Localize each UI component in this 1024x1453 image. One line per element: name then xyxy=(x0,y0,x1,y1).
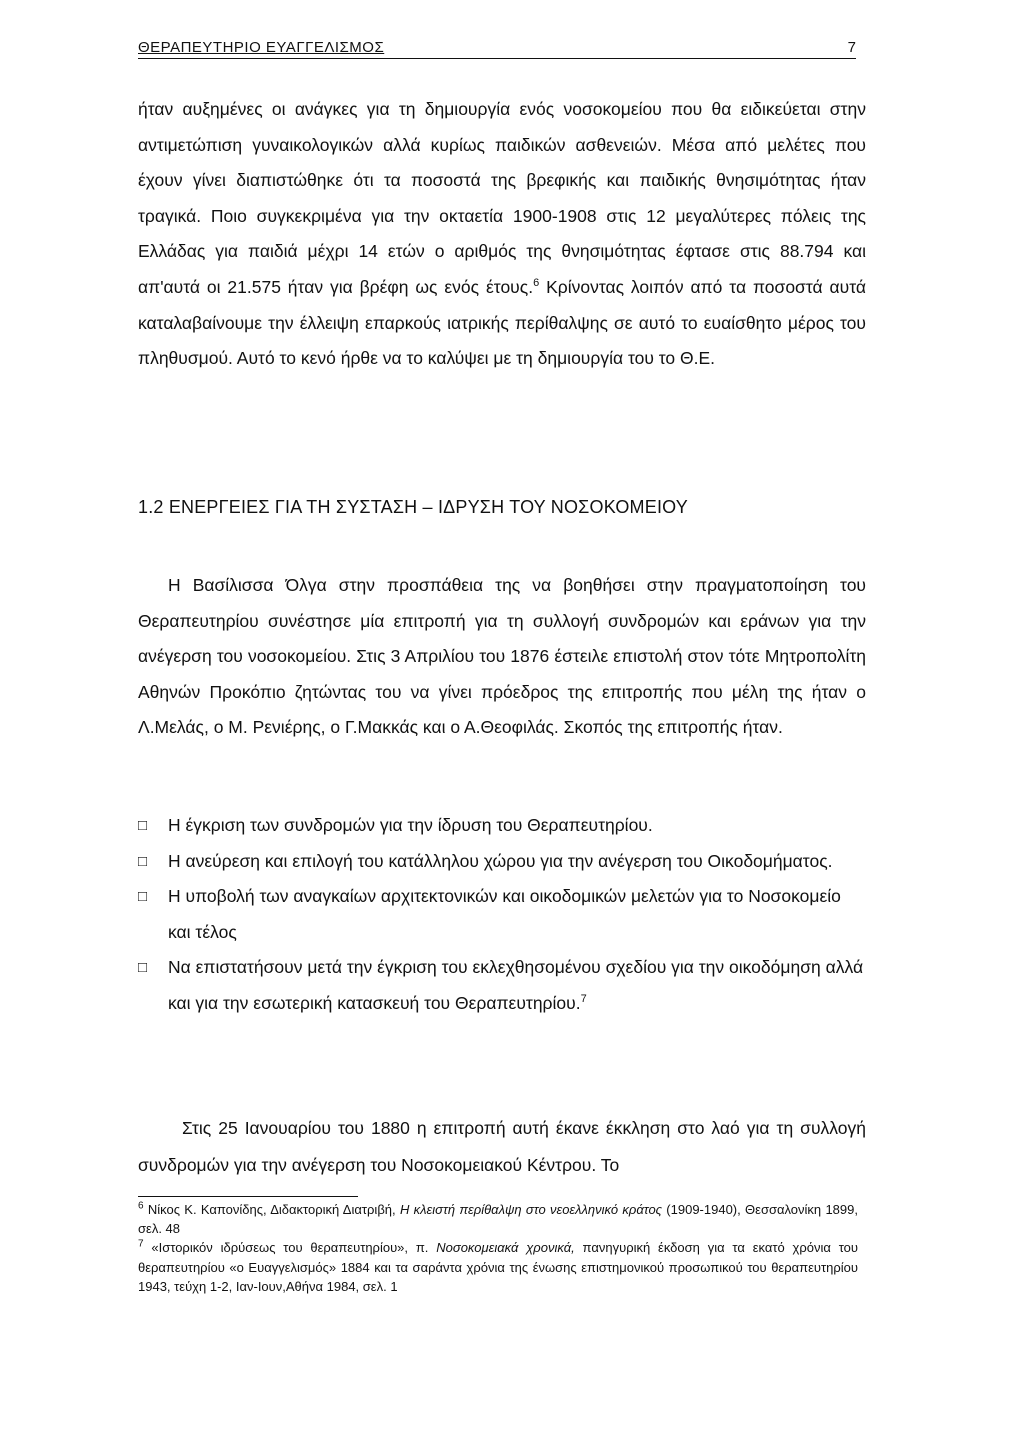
list-item-text: Η υποβολή των αναγκαίων αρχιτεκτονικών και οικοδομικών μελετών για το Νοσοκομείο και τέλος xyxy=(168,886,841,942)
page-number: 7 xyxy=(847,39,856,56)
list-item-text-content: Να επιστατήσουν μετά την έγκριση του εκλεχθησομένου σχεδίου για την οικοδόμηση αλλά και για την εσωτερική κατασκευή του Θεραπευτηρίου. xyxy=(168,957,864,1013)
list-item xyxy=(138,950,866,1021)
page-header xyxy=(138,36,856,59)
footnote-ref-6[interactable]: 6 xyxy=(533,277,540,290)
list-item xyxy=(138,808,866,844)
list-item xyxy=(138,879,866,950)
footnote-number: 6 xyxy=(138,1200,144,1212)
list-item-text: Η ανεύρεση και επιλογή του κατάλληλου χώρου για την ανέγερση του Οικοδομήματος. xyxy=(168,850,833,871)
checkbox-bullet-icon: □ xyxy=(138,888,148,906)
section-heading: 1.2 ΕΝΕΡΓΕΙΕΣ ΓΙΑ ΤΗ ΣΥΣΤΑΣΗ – ΙΔΡΥΣΗ ΤΟΥ ΝΟΣΟΚΟΜΕΙΟΥ xyxy=(138,497,688,517)
checkbox-bullet-icon: □ xyxy=(138,852,148,870)
footnote-text: Νίκος Κ. Καπονίδης, Διδακτορική Διατριβή, xyxy=(143,1202,400,1217)
paragraph-1 xyxy=(138,92,866,377)
header-title: ΘΕΡΑΠΕΥΤΗΡΙΟ ΕΥΑΓΓΕΛΙΣΜΟΣ xyxy=(138,39,385,56)
footnotes xyxy=(138,1200,858,1296)
paragraph-3: Στις 25 Ιανουαρίου του 1880 η επιτροπή αυτή έκανε έκκληση στο λαό για τη συλλογή συνδρομών για την ανέγερση του Νοσοκομειακού Κέντρου. Το xyxy=(138,1118,866,1175)
footnote-text: «Ιστορικόν ιδρύσεως του θεραπευτηρίου», π. xyxy=(143,1240,437,1256)
footnote-7 xyxy=(138,1238,858,1296)
footnote-6 xyxy=(138,1200,858,1238)
footnote-divider xyxy=(138,1196,358,1197)
checkbox-bullet-icon: □ xyxy=(138,959,148,977)
checkbox-bullet-icon: □ xyxy=(138,817,148,834)
committee-goals-list xyxy=(138,808,866,1022)
footnote-title: Η κλειστή περίθαλψη στο νεοελληνικό κράτος xyxy=(399,1202,662,1217)
footnote-text: πανηγυρική έκδοση για τα εκατό χρόνια του θεραπευτηρίου «ο Ευαγγελισμός» 1884 και τα σαράντα χρόνια της ένωσης επιστημονικού προσωπικού του θεραπευτηρίου 1943, τεύχη 1-2, Ιαν-Ιουν,Αθήνα 1984, σελ. 1 xyxy=(138,1240,858,1294)
footnote-number: 7 xyxy=(138,1239,144,1251)
list-item xyxy=(138,844,866,880)
footnote-text: (1909-1940), Θεσσαλονίκη 1899, σελ. 48 xyxy=(138,1202,858,1237)
list-item-text: Η έγκριση των συνδρομών για την ίδρυση του Θεραπευτηρίου. xyxy=(168,815,653,835)
footnote-ref-7[interactable]: 7 xyxy=(580,993,587,1006)
footnote-title: Νοσοκομειακά χρονικά, xyxy=(436,1240,575,1256)
paragraph-1-text: ήταν αυξημένες οι ανάγκες για τη δημιουργία ενός νοσοκομείου που θα ειδικεύεται στην αντιμετώπιση γυναικολογικών αλλά κυρίως παιδικών ασθενειών. Μέσα από μελέτες που έχουν γίνει διαπιστώθηκε ότι τα ποσοστά της βρεφικής και παιδικής θνησιμότητας ήταν τραγικά. Ποιο συγκεκριμένα για την οκταετία 1900-1908 στις 12 μεγαλύτερες πόλεις της Ελλάδας για παιδιά μέχρι 14 ετών ο αριθμός της θνησιμότητας έφτασε στις 88.794 και απ'αυτά οι 21.575 ήταν για βρέφη ως ενός έτους. xyxy=(138,99,866,297)
list-item-text xyxy=(168,950,866,1021)
paragraph-2: Η Βασίλισσα Όλγα στην προσπάθεια της να βοηθήσει στην πραγματοποίηση του Θεραπευτηρίου συνέστησε μία επιτροπή για τη συλλογή συνδρομών και εράνων για την ανέγερση του νοσοκομείου. Στις 3 Απριλίου του 1876 έστειλε επιστολή στον τότε Μητροπολίτη Αθηνών Προκόπιο ζητώντας του να γίνει πρόεδρος της επιτροπής που μέλη της ήταν ο Λ.Μελάς, ο Μ. Ρενιέρης, ο Γ.Μακκάς και ο Α.Θεοφιλάς. Σκοπός της επιτροπής ήταν. xyxy=(138,575,866,738)
paragraph-1-text-continued: Κρίνοντας λοιπόν από τα ποσοστά αυτά καταλαβαίνουμε την έλλειψη επαρκούς ιατρικής περίθαλψης σε αυτό το ευαίσθητο μέρος του πληθυσμού. Αυτό το κενό ήρθε να το καλύψει με τη δημιουργία του το Θ.Ε. xyxy=(138,276,866,369)
